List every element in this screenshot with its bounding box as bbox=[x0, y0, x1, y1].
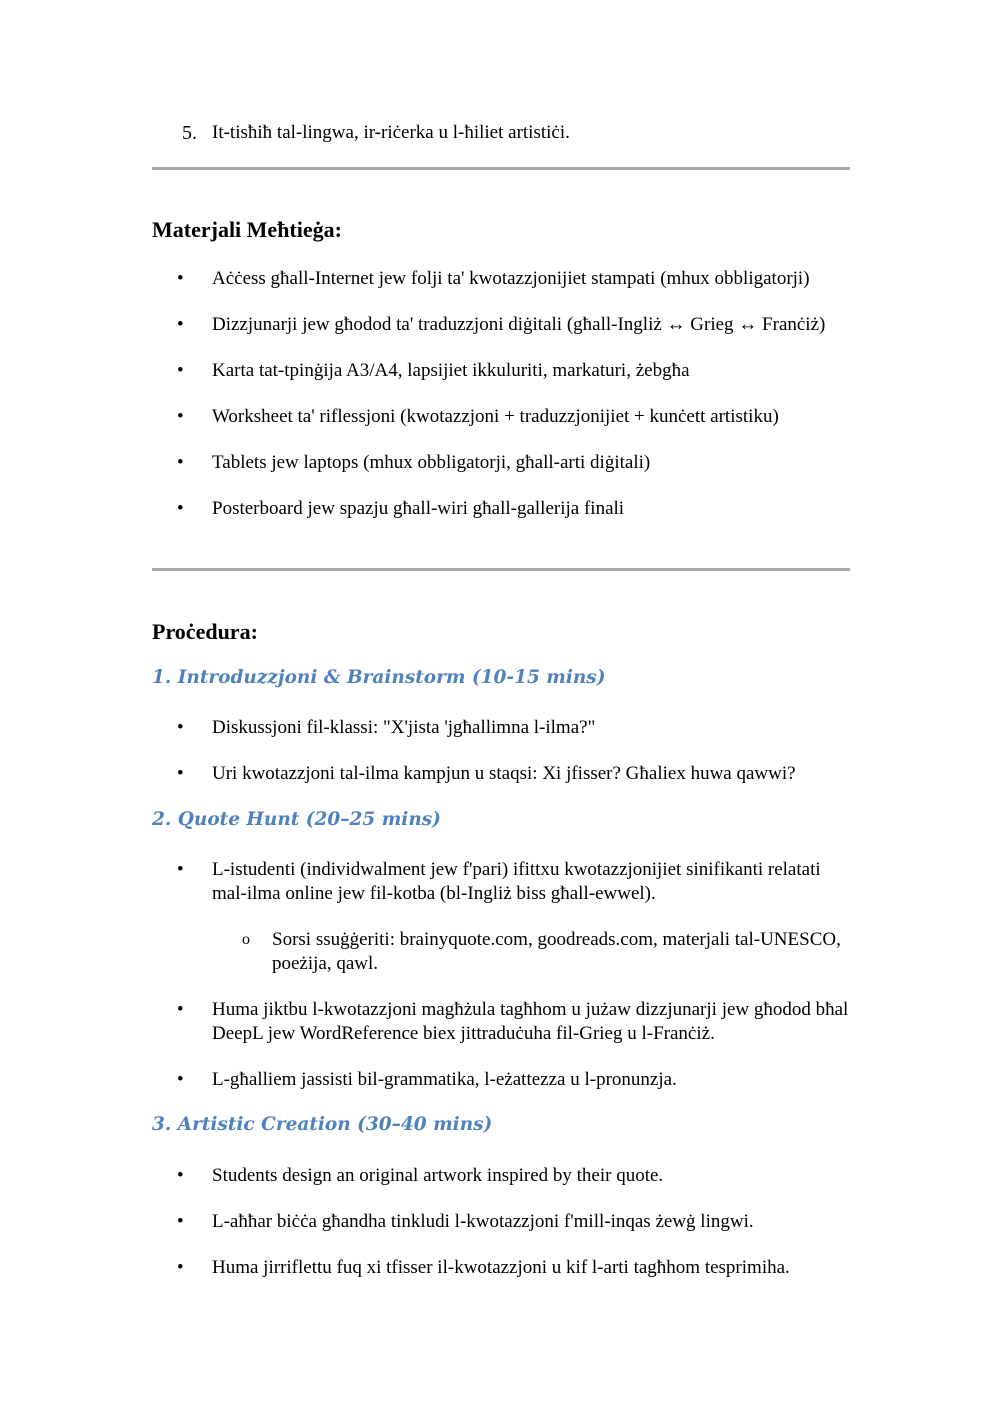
list-item: • L-aħħar biċċa għandha tinkludi l-kwotazzjoni f'mill-inqas żewġ lingwi. bbox=[177, 1211, 754, 1232]
list-item: • Aċċess għall-Internet jew folji ta' kwotazzjonijiet stampati (mhux obbligatorji) bbox=[177, 268, 810, 289]
bullet-icon: • bbox=[177, 314, 184, 335]
list-item: • Uri kwotazzjoni tal-ilma kampjun u staqsi: Xi jfisser? Għaliex huwa qawwi? bbox=[177, 763, 796, 784]
bullet-icon: • bbox=[177, 999, 184, 1020]
list-item: • Posterboard jew spazju għall-wiri għall-gallerija finali bbox=[177, 498, 625, 519]
materials-list bbox=[152, 267, 850, 521]
section-1-list bbox=[152, 716, 850, 786]
horizontal-rule bbox=[152, 568, 850, 571]
bullet-icon: • bbox=[177, 717, 184, 738]
sub-bullet-icon: o bbox=[242, 931, 250, 948]
sub-list-item: o Sorsi ssuġġeriti: brainyquote.com, goodreads.com, materjali tal-UNESCO, poeżija, qawl. bbox=[242, 929, 841, 974]
bullet-icon: • bbox=[177, 452, 184, 473]
list-item: • Students design an original artwork inspired by their quote. bbox=[177, 1165, 664, 1186]
list-item: • Huma jiktbu l-kwotazzjoni magħżula tagħhom u jużaw dizzjunarji jew għodod bħal DeepL jew WordReference biex jittraduċuha fil-Grieg u l-Franċiż. bbox=[177, 999, 849, 1044]
bullet-icon: • bbox=[177, 1165, 184, 1186]
list-item: • L-għalliem jassisti bil-grammatika, l-eżattezza u l-pronunzja. bbox=[177, 1069, 677, 1090]
section-2-list bbox=[152, 858, 850, 1092]
list-item: • L-istudenti (individwalment jew f'pari) ifittxu kwotazzjonijiet sinifikanti relatati mal-ilma online jew fil-kotba (bl-Ingliż biss għall-ewwel). bbox=[177, 859, 821, 904]
bullet-icon: • bbox=[177, 763, 184, 784]
horizontal-rule bbox=[152, 167, 850, 170]
item-text: It-tisħiħ tal-lingwa, ir-riċerka u l-ħiliet artistiċi. bbox=[212, 122, 570, 143]
bullet-icon: • bbox=[177, 1257, 184, 1278]
bullet-icon: • bbox=[177, 498, 184, 519]
section-3-list bbox=[152, 1164, 850, 1280]
bullet-icon: • bbox=[177, 859, 184, 880]
bullet-icon: • bbox=[177, 268, 184, 289]
section-3-title: 3. Artistic Creation (30–40 mins) bbox=[152, 1114, 493, 1135]
item-number: 5. bbox=[182, 122, 197, 144]
bullet-icon: • bbox=[177, 406, 184, 427]
list-item: • Dizzjunarji jew għodod ta' traduzzjoni diġitali (għall-Ingliż ↔ Grieg ↔ Franċiż) bbox=[177, 314, 826, 335]
section-1-title: 1. Introduzzjoni & Brainstorm (10-15 mins) bbox=[152, 667, 606, 688]
materials-heading: Materjali Meħtieġa: bbox=[152, 217, 342, 242]
section-2-title: 2. Quote Hunt (20–25 mins) bbox=[152, 809, 441, 830]
bullet-icon: • bbox=[177, 1211, 184, 1232]
list-item: • Huma jirriflettu fuq xi tfisser il-kwotazzjoni u kif l-arti tagħhom tesprimiha. bbox=[177, 1257, 790, 1278]
bullet-icon: • bbox=[177, 1069, 184, 1090]
bullet-icon: • bbox=[177, 360, 184, 381]
procedure-heading: Proċedura: bbox=[152, 619, 258, 644]
list-item: • Tablets jew laptops (mhux obbligatorji, għall-arti diġitali) bbox=[177, 452, 651, 473]
list-item: • Diskussjoni fil-klassi: "X'jista 'jgħallimna l-ilma?" bbox=[177, 717, 596, 738]
list-item: • Worksheet ta' riflessjoni (kwotazzjoni + traduzzjonijiet + kunċett artistiku) bbox=[177, 406, 779, 427]
list-item: • Karta tat-tpinġija A3/A4, lapsijiet ikkuluriti, markaturi, żebgħa bbox=[177, 360, 690, 381]
